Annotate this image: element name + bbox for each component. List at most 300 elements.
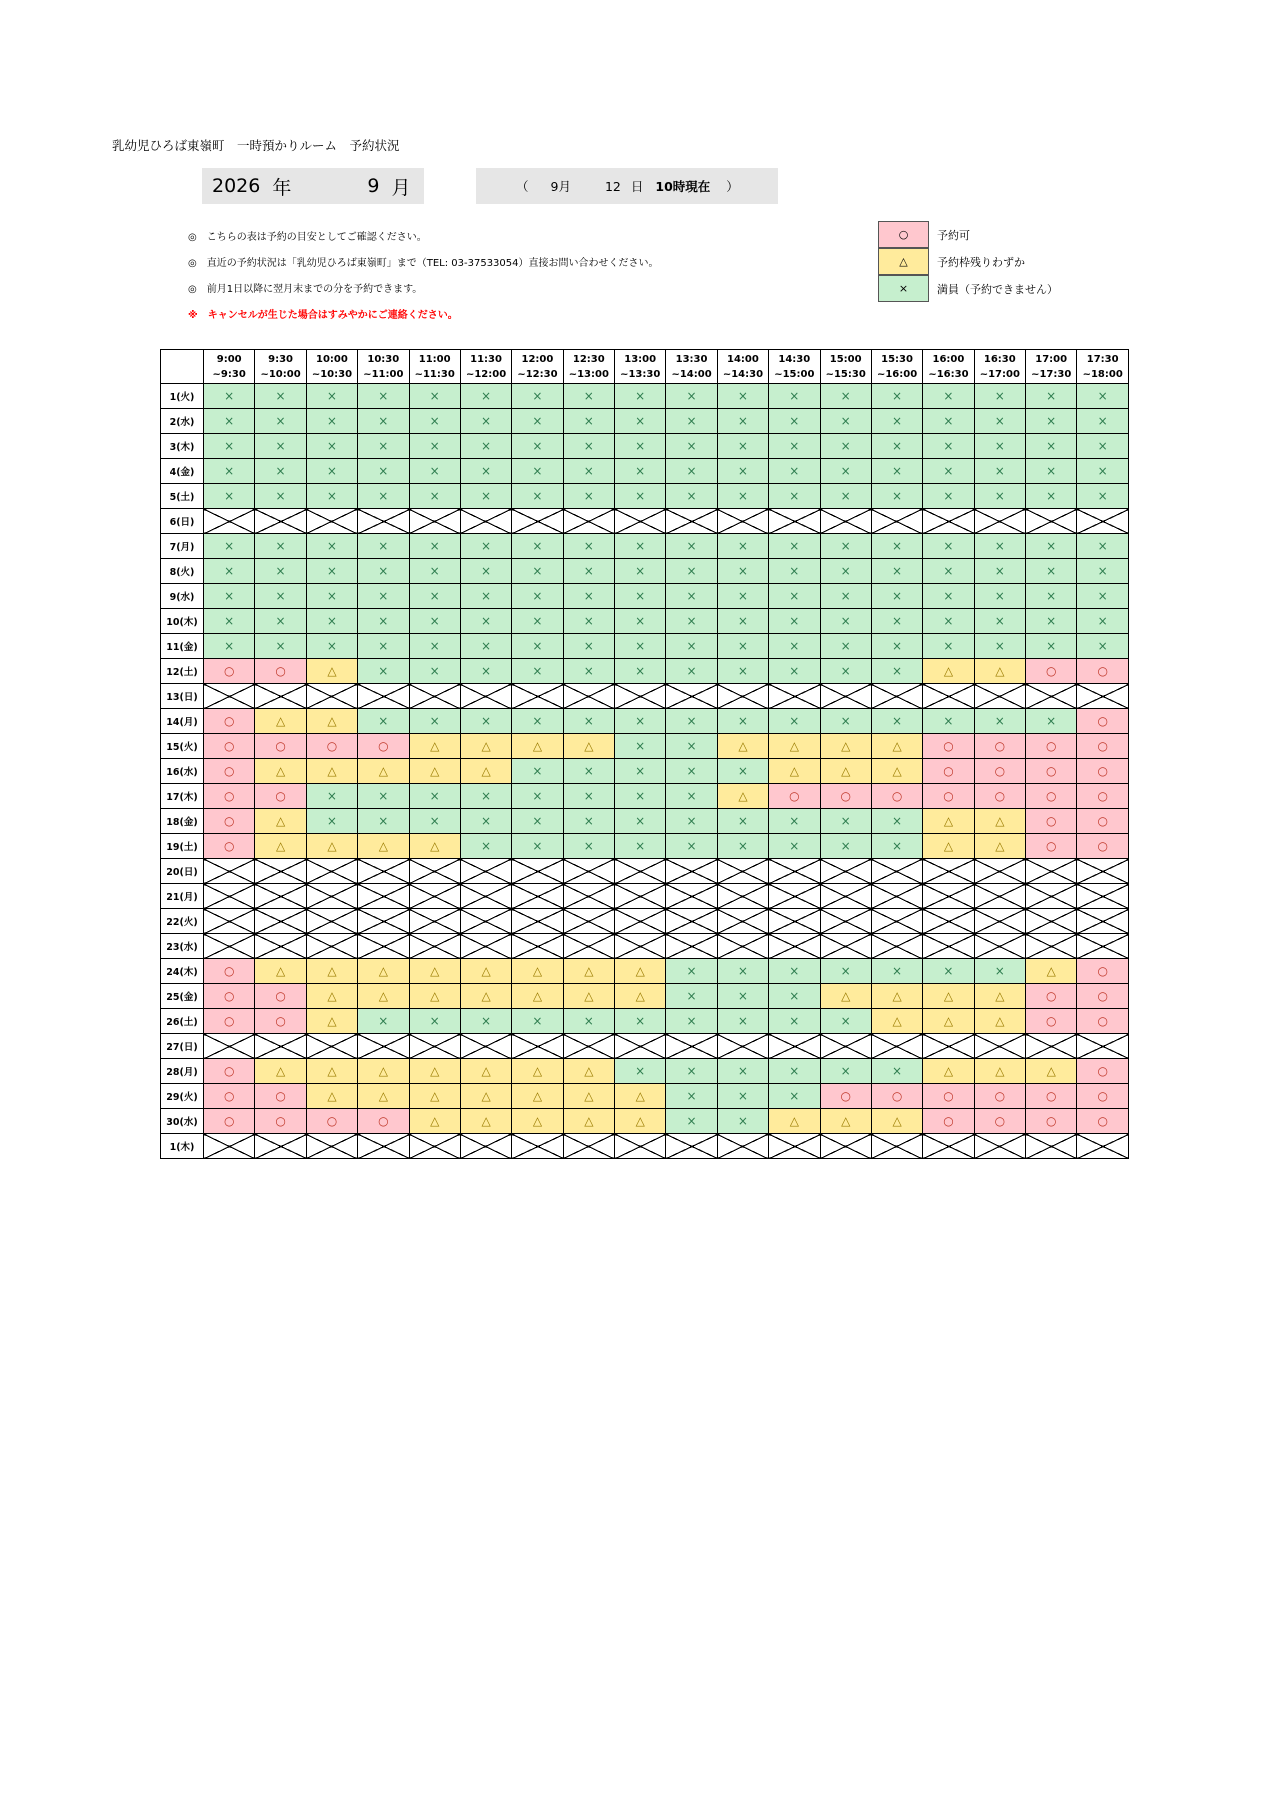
slot-status-cell: × bbox=[923, 384, 974, 409]
time-slot-start: 15:00 bbox=[829, 353, 862, 365]
slot-status-cell: ○ bbox=[204, 809, 255, 834]
slot-status-cell: ○ bbox=[1026, 1084, 1077, 1109]
slot-status-cell: × bbox=[769, 459, 820, 484]
slot-status-cell: ○ bbox=[1077, 759, 1129, 784]
slot-status-cell: × bbox=[923, 459, 974, 484]
slot-status-cell: △ bbox=[512, 1059, 563, 1084]
slot-status-cell: × bbox=[204, 409, 255, 434]
slot-status-cell: △ bbox=[306, 759, 357, 784]
closed-cell bbox=[820, 684, 871, 709]
slot-status-cell: × bbox=[1077, 584, 1129, 609]
slot-status-cell: ○ bbox=[204, 784, 255, 809]
slot-status-cell: × bbox=[512, 809, 563, 834]
closed-cell bbox=[409, 909, 460, 934]
day-row bbox=[161, 959, 1129, 984]
slot-status-cell: ○ bbox=[204, 734, 255, 759]
slot-status-cell: △ bbox=[409, 984, 460, 1009]
slot-status-cell: × bbox=[820, 434, 871, 459]
slot-status-cell: × bbox=[1026, 609, 1077, 634]
slot-status-cell: △ bbox=[512, 959, 563, 984]
slot-status-cell: × bbox=[717, 459, 768, 484]
slot-status-cell: △ bbox=[923, 834, 974, 859]
slot-status-cell: △ bbox=[409, 759, 460, 784]
slot-status-cell: × bbox=[358, 409, 409, 434]
day-row bbox=[161, 659, 1129, 684]
time-slot-header bbox=[460, 350, 511, 384]
slot-status-cell: ○ bbox=[1077, 659, 1129, 684]
slot-status-cell: ○ bbox=[1077, 984, 1129, 1009]
day-label: 24(木) bbox=[161, 959, 204, 984]
slot-status-cell: ○ bbox=[1077, 784, 1129, 809]
slot-status-cell: ○ bbox=[255, 1084, 306, 1109]
slot-status-cell: × bbox=[871, 584, 922, 609]
slot-status-cell: × bbox=[923, 434, 974, 459]
slot-status-cell: △ bbox=[820, 984, 871, 1009]
time-slot-header bbox=[1026, 350, 1077, 384]
legend-few-left-symbol: △ bbox=[878, 248, 929, 275]
slot-status-cell: × bbox=[204, 584, 255, 609]
slot-status-cell: × bbox=[769, 534, 820, 559]
slot-status-cell: △ bbox=[255, 959, 306, 984]
closed-cell bbox=[306, 1034, 357, 1059]
day-label: 6(日) bbox=[161, 509, 204, 534]
day-row bbox=[161, 584, 1129, 609]
slot-status-cell: × bbox=[923, 559, 974, 584]
slot-status-cell: △ bbox=[255, 1059, 306, 1084]
closed-cell bbox=[306, 859, 357, 884]
slot-status-cell: × bbox=[306, 434, 357, 459]
slot-status-cell: × bbox=[769, 834, 820, 859]
day-row bbox=[161, 634, 1129, 659]
day-label: 23(水) bbox=[161, 934, 204, 959]
slot-status-cell: × bbox=[923, 609, 974, 634]
closed-cell bbox=[769, 934, 820, 959]
slot-status-cell: △ bbox=[358, 1084, 409, 1109]
closed-cell bbox=[306, 884, 357, 909]
slot-status-cell: ○ bbox=[1077, 1009, 1129, 1034]
slot-status-cell: ○ bbox=[923, 1084, 974, 1109]
day-label: 28(月) bbox=[161, 1059, 204, 1084]
slot-status-cell: △ bbox=[974, 659, 1025, 684]
slot-status-cell: × bbox=[460, 609, 511, 634]
slot-status-cell: × bbox=[409, 709, 460, 734]
closed-cell bbox=[615, 1134, 666, 1159]
slot-status-cell: × bbox=[923, 409, 974, 434]
slot-status-cell: × bbox=[460, 834, 511, 859]
slot-status-cell: × bbox=[923, 584, 974, 609]
closed-cell bbox=[1026, 509, 1077, 534]
closed-cell bbox=[923, 1134, 974, 1159]
time-slot-end: ~15:00 bbox=[774, 368, 815, 380]
slot-status-cell: △ bbox=[409, 834, 460, 859]
closed-cell bbox=[255, 509, 306, 534]
closed-cell bbox=[204, 1134, 255, 1159]
legend-full bbox=[878, 275, 1058, 302]
day-label: 20(日) bbox=[161, 859, 204, 884]
slot-status-cell: × bbox=[512, 484, 563, 509]
slot-status-cell: △ bbox=[358, 1059, 409, 1084]
day-label: 25(金) bbox=[161, 984, 204, 1009]
day-label: 30(水) bbox=[161, 1109, 204, 1134]
slot-status-cell: △ bbox=[306, 659, 357, 684]
day-label: 7(月) bbox=[161, 534, 204, 559]
time-slot-header bbox=[204, 350, 255, 384]
day-row bbox=[161, 484, 1129, 509]
slot-status-cell: × bbox=[974, 384, 1025, 409]
slot-status-cell: × bbox=[409, 809, 460, 834]
closed-cell bbox=[871, 1134, 922, 1159]
slot-status-cell: × bbox=[615, 534, 666, 559]
closed-cell bbox=[1077, 1034, 1129, 1059]
slot-status-cell: △ bbox=[769, 1109, 820, 1134]
slot-status-cell: △ bbox=[923, 1059, 974, 1084]
as-of-day: 12 bbox=[604, 178, 621, 194]
cancel-warning: ※ キャンセルが生じた場合はすみやかにご連絡ください。 bbox=[188, 310, 458, 321]
day-row bbox=[161, 884, 1129, 909]
slot-status-cell: × bbox=[1026, 534, 1077, 559]
slot-status-cell: × bbox=[820, 409, 871, 434]
slot-status-cell: ○ bbox=[974, 1084, 1025, 1109]
slot-status-cell: × bbox=[769, 984, 820, 1009]
day-row bbox=[161, 834, 1129, 859]
day-label: 13(日) bbox=[161, 684, 204, 709]
slot-status-cell: × bbox=[820, 809, 871, 834]
day-label: 8(火) bbox=[161, 559, 204, 584]
slot-status-cell: × bbox=[460, 659, 511, 684]
slot-status-cell: × bbox=[615, 1059, 666, 1084]
slot-status-cell: × bbox=[563, 584, 614, 609]
day-row bbox=[161, 1034, 1129, 1059]
slot-status-cell: △ bbox=[871, 759, 922, 784]
closed-cell bbox=[255, 684, 306, 709]
closed-cell bbox=[974, 859, 1025, 884]
time-slot-header bbox=[358, 350, 409, 384]
slot-status-cell: △ bbox=[306, 1009, 357, 1034]
closed-cell bbox=[820, 884, 871, 909]
slot-status-cell: △ bbox=[717, 734, 768, 759]
slot-status-cell: × bbox=[923, 484, 974, 509]
slot-status-cell: ○ bbox=[923, 759, 974, 784]
slot-status-cell: △ bbox=[871, 1109, 922, 1134]
slot-status-cell: × bbox=[306, 484, 357, 509]
slot-status-cell: × bbox=[717, 559, 768, 584]
time-slot-end: ~12:30 bbox=[517, 368, 558, 380]
time-slot-header bbox=[512, 350, 563, 384]
as-of-box bbox=[476, 168, 778, 204]
slot-status-cell: × bbox=[923, 709, 974, 734]
slot-status-cell: × bbox=[358, 1009, 409, 1034]
slot-status-cell: × bbox=[460, 709, 511, 734]
closed-cell bbox=[923, 934, 974, 959]
slot-status-cell: × bbox=[460, 1009, 511, 1034]
closed-cell bbox=[204, 684, 255, 709]
closed-cell bbox=[717, 909, 768, 934]
slot-status-cell: × bbox=[769, 659, 820, 684]
day-label: 18(金) bbox=[161, 809, 204, 834]
slot-status-cell: × bbox=[204, 484, 255, 509]
slot-status-cell: ○ bbox=[204, 709, 255, 734]
year-value: 2026 bbox=[212, 175, 261, 197]
slot-status-cell: ○ bbox=[255, 734, 306, 759]
closed-cell bbox=[460, 509, 511, 534]
time-slot-end: ~11:00 bbox=[363, 368, 404, 380]
slot-status-cell: × bbox=[820, 459, 871, 484]
closed-cell bbox=[409, 859, 460, 884]
closed-cell bbox=[358, 909, 409, 934]
slot-status-cell: × bbox=[615, 459, 666, 484]
slot-status-cell: ○ bbox=[204, 759, 255, 784]
slot-status-cell: × bbox=[820, 659, 871, 684]
slot-status-cell: × bbox=[769, 609, 820, 634]
slot-status-cell: ○ bbox=[820, 784, 871, 809]
slot-status-cell: ○ bbox=[871, 1084, 922, 1109]
slot-status-cell: × bbox=[563, 759, 614, 784]
slot-status-cell: × bbox=[820, 484, 871, 509]
slot-status-cell: × bbox=[717, 409, 768, 434]
closed-cell bbox=[460, 909, 511, 934]
slot-status-cell: △ bbox=[563, 984, 614, 1009]
closed-cell bbox=[1026, 1134, 1077, 1159]
closed-cell bbox=[717, 884, 768, 909]
day-label: 2(水) bbox=[161, 409, 204, 434]
time-slot-start: 13:30 bbox=[675, 353, 708, 365]
closed-cell bbox=[512, 1134, 563, 1159]
slot-status-cell: × bbox=[512, 759, 563, 784]
slot-status-cell: × bbox=[717, 709, 768, 734]
slot-status-cell: ○ bbox=[306, 1109, 357, 1134]
slot-status-cell: × bbox=[563, 484, 614, 509]
closed-cell bbox=[871, 909, 922, 934]
slot-status-cell: △ bbox=[769, 734, 820, 759]
slot-status-cell: × bbox=[666, 1084, 717, 1109]
slot-status-cell: × bbox=[460, 384, 511, 409]
slot-status-cell: × bbox=[563, 434, 614, 459]
legend-few-left-label: 予約枠残りわずか bbox=[937, 255, 1025, 269]
slot-status-cell: × bbox=[563, 659, 614, 684]
slot-status-cell: × bbox=[769, 959, 820, 984]
slot-status-cell: ○ bbox=[1026, 784, 1077, 809]
time-slot-end: ~10:00 bbox=[260, 368, 301, 380]
slot-status-cell: × bbox=[615, 484, 666, 509]
slot-status-cell: △ bbox=[358, 759, 409, 784]
slot-status-cell: ○ bbox=[820, 1084, 871, 1109]
closed-cell bbox=[563, 509, 614, 534]
slot-status-cell: × bbox=[358, 534, 409, 559]
slot-status-cell: ○ bbox=[974, 1109, 1025, 1134]
note-3: ◎ 前月1日以降に翌月末までの分を予約できます。 bbox=[188, 284, 423, 295]
slot-status-cell: ○ bbox=[204, 1009, 255, 1034]
slot-status-cell: × bbox=[306, 384, 357, 409]
slot-status-cell: × bbox=[615, 609, 666, 634]
time-slot-header bbox=[820, 350, 871, 384]
closed-cell bbox=[358, 1034, 409, 1059]
slot-status-cell: ○ bbox=[1077, 809, 1129, 834]
closed-cell bbox=[923, 1034, 974, 1059]
slot-status-cell: × bbox=[615, 709, 666, 734]
slot-status-cell: ○ bbox=[1026, 759, 1077, 784]
note-2: ◎ 直近の予約状況は「乳幼児ひろば東嶺町」まで（TEL: 03-37533054）直接お問い合わせください。 bbox=[188, 258, 659, 269]
slot-status-cell: × bbox=[666, 559, 717, 584]
slot-status-cell: △ bbox=[358, 984, 409, 1009]
closed-cell bbox=[1026, 909, 1077, 934]
slot-status-cell: × bbox=[974, 534, 1025, 559]
closed-cell bbox=[923, 509, 974, 534]
closed-cell bbox=[871, 684, 922, 709]
slot-status-cell: × bbox=[923, 534, 974, 559]
slot-status-cell: △ bbox=[358, 959, 409, 984]
time-slot-start: 14:00 bbox=[727, 353, 759, 365]
slot-status-cell: × bbox=[255, 484, 306, 509]
day-row bbox=[161, 509, 1129, 534]
day-row bbox=[161, 559, 1129, 584]
closed-cell bbox=[1026, 684, 1077, 709]
slot-status-cell: △ bbox=[871, 1009, 922, 1034]
slot-status-cell: △ bbox=[306, 1084, 357, 1109]
day-label: 10(木) bbox=[161, 609, 204, 634]
day-row bbox=[161, 859, 1129, 884]
time-slot-start: 10:00 bbox=[316, 353, 348, 365]
closed-cell bbox=[306, 934, 357, 959]
slot-status-cell: ○ bbox=[204, 1084, 255, 1109]
slot-status-cell: × bbox=[717, 984, 768, 1009]
slot-status-cell: × bbox=[409, 384, 460, 409]
slot-status-cell: ○ bbox=[255, 659, 306, 684]
slot-status-cell: × bbox=[460, 459, 511, 484]
slot-status-cell: △ bbox=[615, 959, 666, 984]
slot-status-cell: × bbox=[306, 784, 357, 809]
day-row bbox=[161, 1009, 1129, 1034]
closed-cell bbox=[717, 859, 768, 884]
time-slot-header bbox=[563, 350, 614, 384]
slot-status-cell: × bbox=[974, 434, 1025, 459]
slot-status-cell: ○ bbox=[204, 834, 255, 859]
closed-cell bbox=[204, 909, 255, 934]
slot-status-cell: ○ bbox=[871, 784, 922, 809]
slot-status-cell: × bbox=[358, 784, 409, 809]
as-of-day-label: 日 bbox=[630, 179, 644, 194]
closed-cell bbox=[974, 509, 1025, 534]
slot-status-cell: △ bbox=[974, 834, 1025, 859]
slot-status-cell: × bbox=[1077, 484, 1129, 509]
slot-status-cell: △ bbox=[460, 1059, 511, 1084]
slot-status-cell: △ bbox=[306, 709, 357, 734]
slot-status-cell: × bbox=[666, 984, 717, 1009]
slot-status-cell: × bbox=[820, 1009, 871, 1034]
slot-status-cell: × bbox=[871, 959, 922, 984]
closed-cell bbox=[563, 884, 614, 909]
closed-cell bbox=[409, 684, 460, 709]
month-label: 月 bbox=[391, 176, 411, 199]
slot-status-cell: × bbox=[512, 659, 563, 684]
closed-cell bbox=[563, 684, 614, 709]
as-of-time: 10時現在 bbox=[655, 179, 711, 194]
slot-status-cell: △ bbox=[358, 834, 409, 859]
day-row bbox=[161, 809, 1129, 834]
slot-status-cell: × bbox=[666, 384, 717, 409]
day-row bbox=[161, 784, 1129, 809]
slot-status-cell: × bbox=[1026, 584, 1077, 609]
day-row bbox=[161, 984, 1129, 1009]
slot-status-cell: × bbox=[666, 409, 717, 434]
day-row bbox=[161, 734, 1129, 759]
slot-status-cell: × bbox=[563, 384, 614, 409]
slot-status-cell: × bbox=[563, 409, 614, 434]
slot-status-cell: × bbox=[409, 609, 460, 634]
slot-status-cell: × bbox=[204, 634, 255, 659]
day-row bbox=[161, 1059, 1129, 1084]
day-label: 4(金) bbox=[161, 459, 204, 484]
closed-cell bbox=[306, 684, 357, 709]
slot-status-cell: × bbox=[717, 434, 768, 459]
legend-full-symbol: × bbox=[878, 275, 929, 302]
reservation-table bbox=[160, 349, 1129, 1159]
slot-status-cell: △ bbox=[512, 1084, 563, 1109]
slot-status-cell: × bbox=[717, 834, 768, 859]
slot-status-cell: × bbox=[512, 534, 563, 559]
time-slot-start: 11:30 bbox=[470, 353, 502, 365]
day-row bbox=[161, 1134, 1129, 1159]
slot-status-cell: △ bbox=[460, 984, 511, 1009]
day-label: 11(金) bbox=[161, 634, 204, 659]
slot-status-cell: × bbox=[974, 484, 1025, 509]
slot-status-cell: × bbox=[820, 834, 871, 859]
slot-status-cell: △ bbox=[255, 834, 306, 859]
closed-cell bbox=[512, 509, 563, 534]
slot-status-cell: × bbox=[563, 784, 614, 809]
slot-status-cell: × bbox=[306, 459, 357, 484]
slot-status-cell: × bbox=[871, 1059, 922, 1084]
slot-status-cell: × bbox=[306, 809, 357, 834]
closed-cell bbox=[255, 909, 306, 934]
slot-status-cell: × bbox=[306, 409, 357, 434]
slot-status-cell: × bbox=[358, 609, 409, 634]
slot-status-cell: ○ bbox=[1026, 834, 1077, 859]
slot-status-cell: × bbox=[666, 1109, 717, 1134]
time-slot-end: ~12:00 bbox=[465, 368, 507, 380]
closed-cell bbox=[820, 1034, 871, 1059]
slot-status-cell: × bbox=[255, 534, 306, 559]
slot-status-cell: △ bbox=[460, 959, 511, 984]
closed-cell bbox=[974, 934, 1025, 959]
closed-cell bbox=[615, 859, 666, 884]
closed-cell bbox=[1077, 859, 1129, 884]
slot-status-cell: × bbox=[563, 534, 614, 559]
slot-status-cell: × bbox=[512, 1009, 563, 1034]
slot-status-cell: △ bbox=[820, 1109, 871, 1134]
slot-status-cell: × bbox=[666, 759, 717, 784]
slot-status-cell: × bbox=[717, 634, 768, 659]
slot-status-cell: × bbox=[563, 1009, 614, 1034]
slot-status-cell: × bbox=[306, 609, 357, 634]
day-label: 15(火) bbox=[161, 734, 204, 759]
slot-status-cell: △ bbox=[923, 1009, 974, 1034]
slot-status-cell: ○ bbox=[204, 1059, 255, 1084]
slot-status-cell: × bbox=[871, 559, 922, 584]
slot-status-cell: × bbox=[204, 459, 255, 484]
slot-status-cell: × bbox=[871, 809, 922, 834]
time-slot-end: ~15:30 bbox=[825, 368, 866, 380]
slot-status-cell: × bbox=[512, 584, 563, 609]
slot-status-cell: ○ bbox=[255, 1109, 306, 1134]
slot-status-cell: × bbox=[358, 659, 409, 684]
slot-status-cell: × bbox=[1026, 634, 1077, 659]
closed-cell bbox=[512, 1034, 563, 1059]
slot-status-cell: × bbox=[923, 634, 974, 659]
slot-status-cell: × bbox=[615, 559, 666, 584]
slot-status-cell: ○ bbox=[1026, 1009, 1077, 1034]
slot-status-cell: × bbox=[1026, 434, 1077, 459]
closed-cell bbox=[871, 859, 922, 884]
